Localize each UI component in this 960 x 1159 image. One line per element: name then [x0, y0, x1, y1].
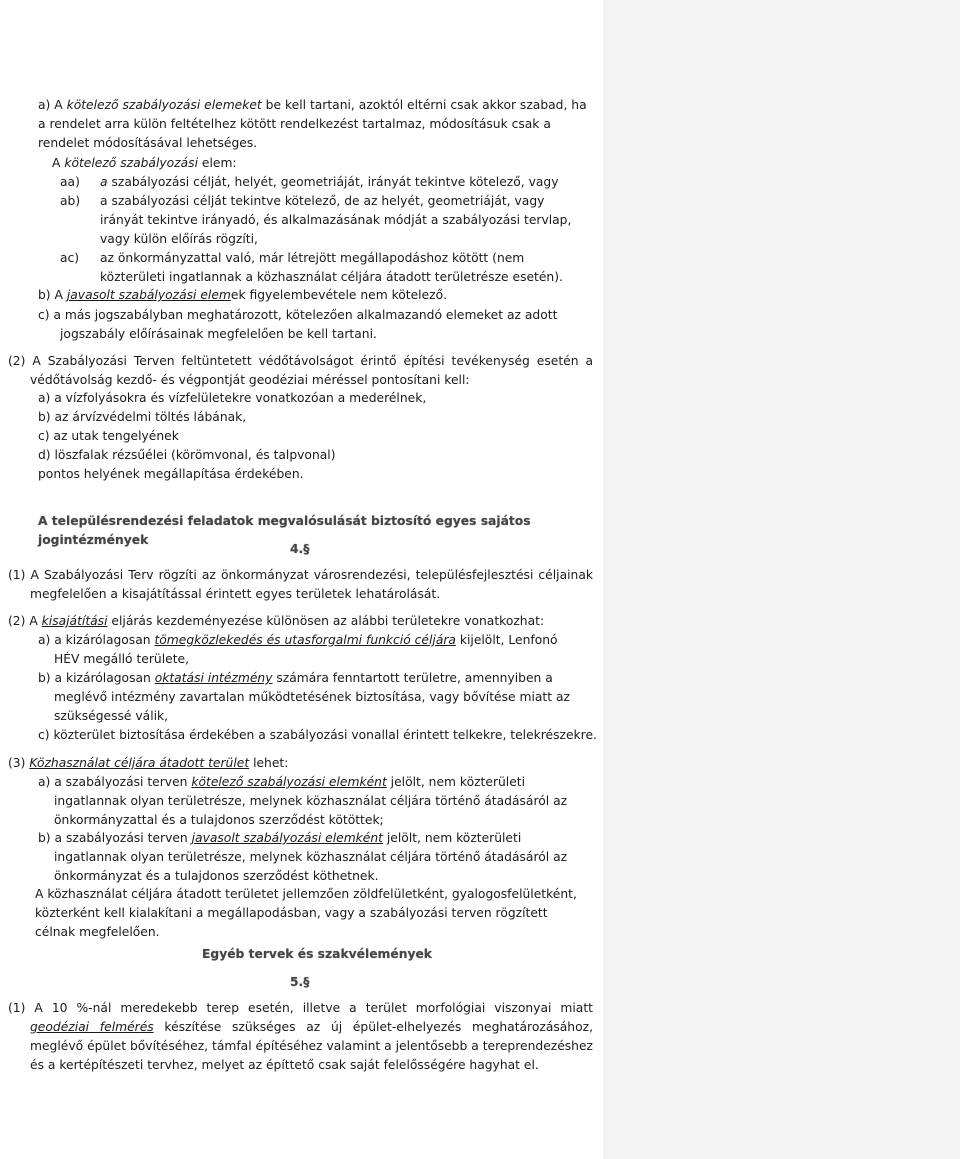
- section-4-heading: A településrendezési feladatok megvalósulását biztosító egyes sajátos jogintézmények: [38, 514, 531, 547]
- section-4-p2b: b) a kizárólagosan oktatási intézmény számára fenntartott területre, amennyiben a meglévő intézmény zavartalan működtetésének biztosítása, vagy bővítése miatt az szükségessé válik,: [38, 671, 570, 723]
- list-item: b) az árvízvédelmi töltés lábának,: [38, 410, 247, 424]
- section-4-p3a: a) a szabályozási terven kötelező szabályozási elemként jelölt, nem közterületi ingatlannak olyan területrésze, melynek közhasználat céljára történő átadásáról az önkormányzattal és a tulajdonos szerződést kötöttek;: [38, 775, 568, 827]
- definition-line: A kötelező szabályozási elem:: [52, 156, 237, 170]
- list-item: a) a vízfolyásokra és vízfelületekre vonatkozóan a mederélnek,: [38, 391, 427, 405]
- section-4-number: 4.§: [290, 542, 310, 556]
- section-4-p2c: c) közterület biztosítása érdekében a szabályozási vonallal érintett telkekre, telekrészekre.: [38, 728, 597, 742]
- section-4-p2a: a) a kizárólagosan tömegközlekedés és utasforgalmi funkció céljára kijelölt, Lenfonó HÉV megálló területe,: [38, 633, 558, 666]
- item-b-text: b) A javasolt szabályozási elemek figyelembevétele nem kötelező.: [38, 288, 448, 302]
- list-item: pontos helyének megállapítása érdekében.: [38, 467, 304, 481]
- item-c-text: c) a más jogszabályban meghatározott, kötelezően alkalmazandó elemeket az adott jogszabály előírásainak megfelelően be kell tartani.: [38, 308, 558, 341]
- section-4-p3-tail: A közhasználat céljára átadott területet jellemzően zöldfelületként, gyalogosfelületként, közterként kell kialakítani a megállapodásban, vagy a szabályozási terven rögzített célnak megfelelően.: [35, 887, 577, 939]
- item-ab-text: a szabályozási célját tekintve kötelező, de az helyét, geometriáját, vagy irányát tekintve irányadó, és alkalmazásának módját a szabályozási tervlap, vagy külön előírás rögzíti,: [100, 194, 572, 246]
- list-item: d) löszfalak rézsűélei (körömvonal, és talpvonal): [38, 448, 336, 462]
- section-5-number: 5.§: [290, 975, 310, 989]
- italic-term: kötelező szabályozási elemeket: [66, 98, 262, 112]
- section-4-p3: (3) Közhasználat céljára átadott terület lehet:: [8, 756, 289, 770]
- item-ab-label: ab): [60, 194, 81, 208]
- item-ac-text: az önkormányzattal való, már létrejött megállapodáshoz kötött (nem közterületi ingatlannak a közhasználat céljára átadott területrésze esetén).: [100, 251, 563, 284]
- block-a-paragraph: a) A kötelező szabályozási elemeket be kell tartani, azoktól eltérni csak akkor szabad, ha a rendelet arra külön feltételhez kötött rendelkezést tartalmaz, módosításuk csak a rendelet módosításával lehetséges.: [38, 98, 587, 150]
- comment-sidebar: [603, 0, 960, 1159]
- para-2-item-list: [38, 389, 588, 484]
- item-aa-label: aa): [60, 175, 80, 189]
- section-5-heading: Egyéb tervek és szakvélemények: [202, 947, 432, 961]
- item-ac-label: ac): [60, 251, 80, 265]
- section-4-p2: (2) A kisajátítási eljárás kezdeményezése különösen az alábbi területekre vonatkozhat:: [8, 614, 545, 628]
- para-2-text: (2) A Szabályozási Terven feltüntetett védőtávolságot érintő építési tevékenység esetén a védőtávolság kezdő- és végpontját geodéziai méréssel pontosítani kell:: [8, 354, 593, 387]
- item-aa-text: a szabályozási célját, helyét, geometriáját, irányát tekintve kötelező, vagy: [100, 175, 559, 189]
- section-4-p1: (1) A Szabályozási Terv rögzíti az önkormányzat városrendezési, településfejlesztési céljainak megfelelően a kisajátítással érintett egyes területek lehatárolását.: [8, 568, 593, 601]
- section-5-p1: (1) A 10 %-nál meredekebb terep esetén, illetve a terület morfológiai viszonyai miatt geodéziai felmérés készítése szükséges az új épület-elhelyezés meghatározásához, meglévő épület bővítéséhez, támfal építéséhez valamint a jelentősebb a tereprendezéshez és a kertépítészeti tervhez, melyet az építtető csak saját felelősségére hagyhat el.: [8, 1001, 593, 1072]
- list-item: c) az utak tengelyének: [38, 429, 179, 443]
- section-4-p3b: b) a szabályozási terven javasolt szabályozási elemként jelölt, nem közterületi ingatlannak olyan területrésze, melynek közhasználat céljára történő átadásáról az önkormányzat és a tulajdonos szerződést köthetnek.: [38, 831, 568, 883]
